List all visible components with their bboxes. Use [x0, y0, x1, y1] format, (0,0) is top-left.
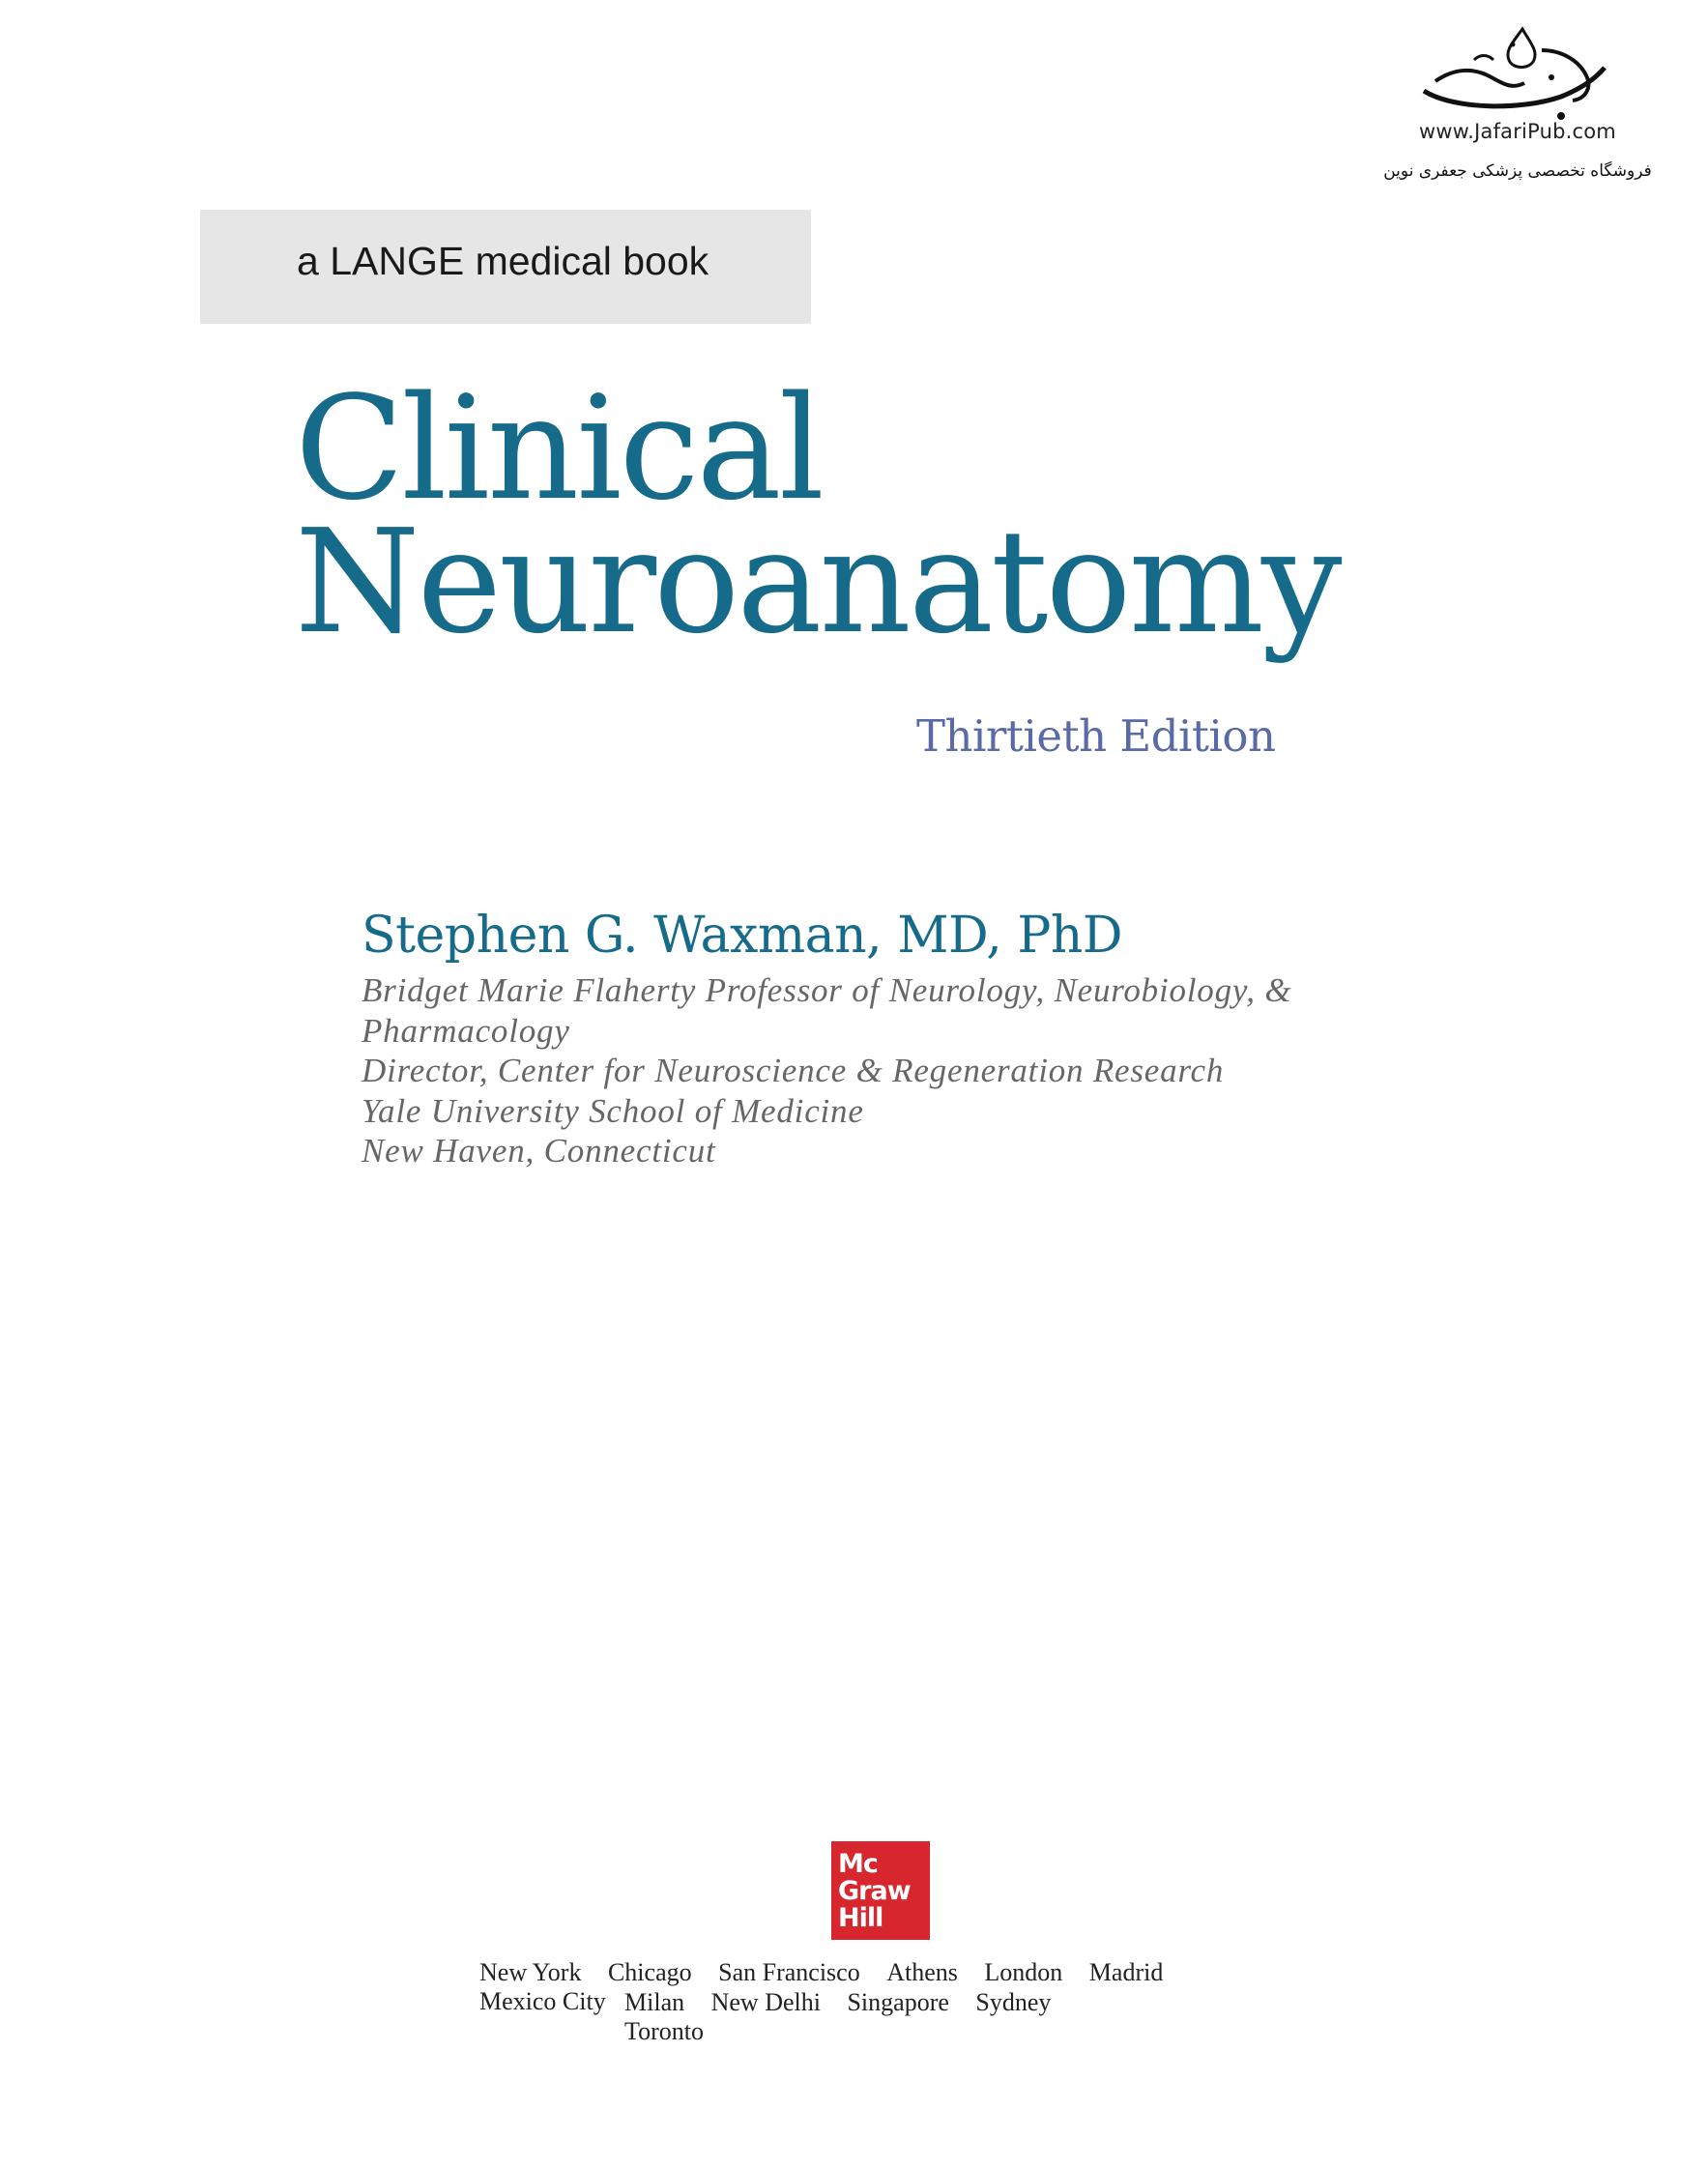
affiliation-line: Pharmacology: [362, 1011, 570, 1050]
title-line-1: Clinical: [295, 365, 823, 532]
city-label: Milan: [624, 1988, 685, 2016]
city-label: Madrid: [1088, 1958, 1164, 1986]
author-affiliations: [362, 970, 1291, 1171]
logo-line-graw: Graw: [838, 1876, 911, 1906]
city-label: Mexico City: [479, 1987, 606, 2015]
city-label: New York: [479, 1958, 582, 1986]
watermark-persian-text: فروشگاه تخصصی پزشکی جعفری نوین: [1383, 161, 1652, 181]
city-label: Singapore: [847, 1988, 949, 2016]
title-line-2: Neuroanatomy: [295, 499, 1340, 665]
watermark: [1373, 21, 1663, 195]
affiliation-line: Bridget Marie Flaherty Professor of Neurology, Neurobiology, &: [362, 971, 1292, 1009]
mcgraw-hill-logo-icon: [831, 1841, 930, 1940]
watermark-url: www.JafariPub.com: [1419, 120, 1616, 143]
city-label: New Delhi: [710, 1988, 821, 2016]
city-label: San Francisco: [718, 1958, 860, 1986]
city-label: Toronto: [624, 2017, 704, 2045]
series-label: a LANGE medical book: [297, 239, 709, 283]
jafari-logo-icon: [1416, 21, 1619, 128]
publisher-cities-row-2: [624, 1988, 1166, 2046]
affiliation-line: New Haven, Connecticut: [362, 1132, 716, 1170]
city-label: Sydney: [975, 1988, 1052, 2016]
city-label: Chicago: [607, 1958, 692, 1986]
city-label: Athens: [886, 1958, 958, 1986]
logo-line-mc: Mc: [838, 1849, 878, 1879]
edition-label: Thirtieth Edition: [916, 710, 1276, 762]
affiliation-line: Yale University School of Medicine: [362, 1091, 864, 1130]
series-banner: [200, 210, 811, 324]
city-label: London: [984, 1958, 1063, 1986]
logo-line-hill: Hill: [838, 1903, 883, 1933]
book-title: [295, 365, 1340, 665]
author-block: [362, 907, 1291, 1171]
affiliation-line: Director, Center for Neuroscience & Regeneration Research: [362, 1052, 1225, 1089]
author-name: Stephen G. Waxman, MD, PhD: [362, 907, 1123, 965]
